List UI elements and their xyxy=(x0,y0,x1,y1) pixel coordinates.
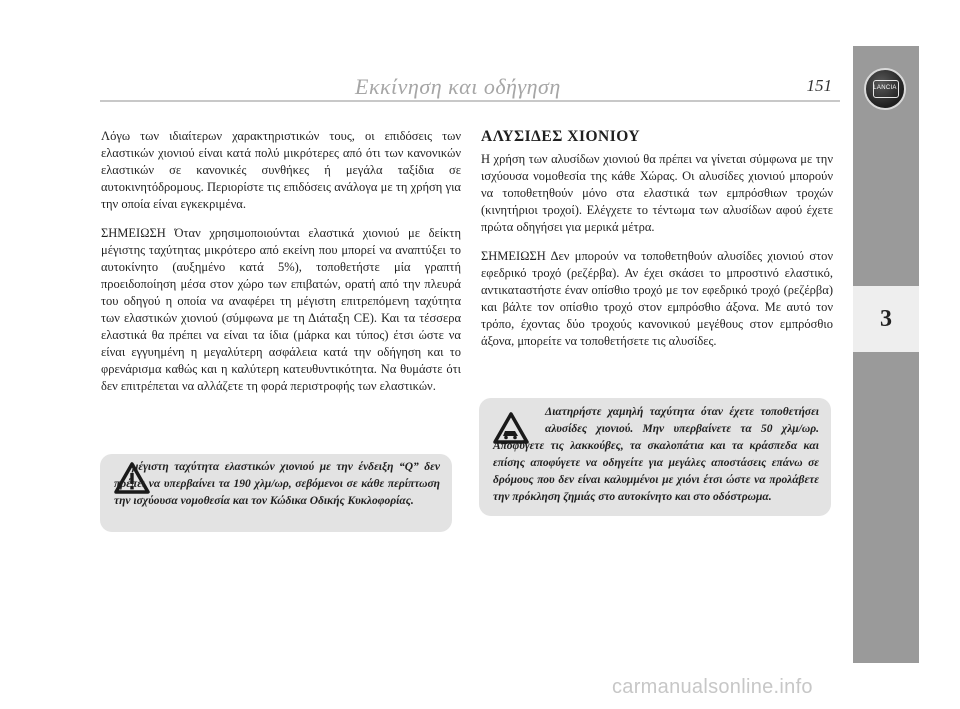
lancia-logo-icon xyxy=(864,68,906,110)
right-column xyxy=(481,128,833,362)
paragraph: Λόγω των ιδιαίτερων χαρακτηριστικών τους, οι επιδόσεις των ελαστικών χιονιού είναι κατά πολύ μικρότερες από ότι των κανονικών ελαστικών σε κανονικές συνθήκες ή μεγάλα ταξίδια σε αυτοκινητόδρομους. Περιορίστε τις επιδόσεις ανάλογα με τη χρήση για την οποία είναι εγκεκριμένα. xyxy=(101,129,461,211)
section-title: ΑΛΥΣΙΔΕΣ ΧΙΟΝΙΟΥ xyxy=(481,128,641,145)
warning-text-wrap xyxy=(493,404,819,506)
page-title: Εκκίνηση και οδήγηση xyxy=(355,74,561,99)
paragraph: ΣΗΜΕΙΩΣΗ Όταν χρησιμοποιούνται ελαστικά χιονιού με δείκτη μέγιστης ταχύτητας μικρότερο από εκείνη που μπορεί να αναπτύξει το αυτοκίνητο (αυξημένο κατά 5%), τοποθετήστε μία γραπτή προειδοποίηση μέσα στον χώρο των επιβατών, ορατή από την πλευρά του οδηγού η οποία να αναφέρει τη μέγιστη επιτρεπόμενη ταχύτητα των ελαστικών χιονιού (σύμφωνα με τη Διάταξη CE). Και τα τέσσερα ελαστικά θα πρέπει να είναι τα ίδια (μάρκα και τύπος) έτσι ώστε να είναι εγγυημένη η μεγαλύτερη ασφάλεια κατά την οδήγηση και το φρενάρισμα καθώς και η καλύτερη κατευθυντικότητα. Να θυμάστε ότι δεν επιτρέπεται να αλλάζετε τη φορά περιστροφής των ελαστικών. xyxy=(101,226,461,393)
paragraph: ΣΗΜΕΙΩΣΗ Δεν μπορούν να τοποθετηθούν αλυσίδες χιονιού στον εφεδρικό τροχό (ρεζέρβα). Αν έχει σκάσει το μπροστινό ελαστικό, αντικαταστήστε έναν οπίσθιο τροχό με τον εφεδρικό τροχό (ρεζέρβα) και βάλτε τον οπίσθιο τροχό στον εμπρόσθιο άξονα. Με αυτό τον τρόπο, έχοντας δύο τροχούς κανονικού μεγέθους στον εμπρόσθιο άξονα, μπορείτε να τοποθετήσετε τις αλυσίδες. xyxy=(481,249,833,348)
watermark: carmanualsonline.info xyxy=(612,676,813,698)
warning-box-tyres xyxy=(100,454,452,532)
warning-box-chains xyxy=(479,398,831,516)
chapter-tab[interactable]: 3 xyxy=(853,286,919,352)
car-warning-triangle-icon xyxy=(493,412,529,444)
header-divider xyxy=(100,100,840,102)
chapter-sidebar xyxy=(853,46,919,663)
page-number: 151 xyxy=(806,76,832,95)
page-header xyxy=(100,70,840,104)
logo-text: LANCIA xyxy=(873,85,897,91)
left-column xyxy=(101,128,461,407)
warning-text: μέγιστη ταχύτητα ελαστικών χιονιού με την ένδειξη “Q” δεν πρέπει να υπερβαίνει τα 190 χλμ/ωρ, σεβόμενοι σε κάθε περίπτωση την ισχύουσα νομοθεσία και τον Κώδικα Οδικής Κυκλοφορίας. xyxy=(114,461,440,507)
paragraph: Η χρήση των αλυσίδων χιονιού θα πρέπει να γίνεται σύμφωνα με την ισχύουσα νομοθεσία της κάθε Χώρας. Οι αλυσίδες χιονιού μπορούν να τοποθετηθούν μόνο στα ελαστικά των εμπρόσθιων τροχών (κινητήριοι τροχοί). Ελέγχετε το τέντωμα των αλυσίδων αφού έχετε πρώτα οδηγήσει για μερικά μέτρα. xyxy=(481,152,833,234)
warning-text: Διατηρήστε χαμηλή ταχύτητα όταν έχετε τοποθετήσει αλυσίδες χιονιού. Μην υπερβαίνετε τα 50 χλμ/ωρ. Αποφύγετε τις λακκούβες, τα σκαλοπάτια και τα κράσπεδα και επίσης αποφύγετε να οδηγείτε για μεγάλες αποστάσεις επάνω σε δρόμους που δεν είναι καλυμμένοι με χιόνι έτσι ώστε να προλάβετε την πρόκληση ζημιάς στο αυτοκίνητο και στο οδόστρωμα. xyxy=(493,406,819,503)
